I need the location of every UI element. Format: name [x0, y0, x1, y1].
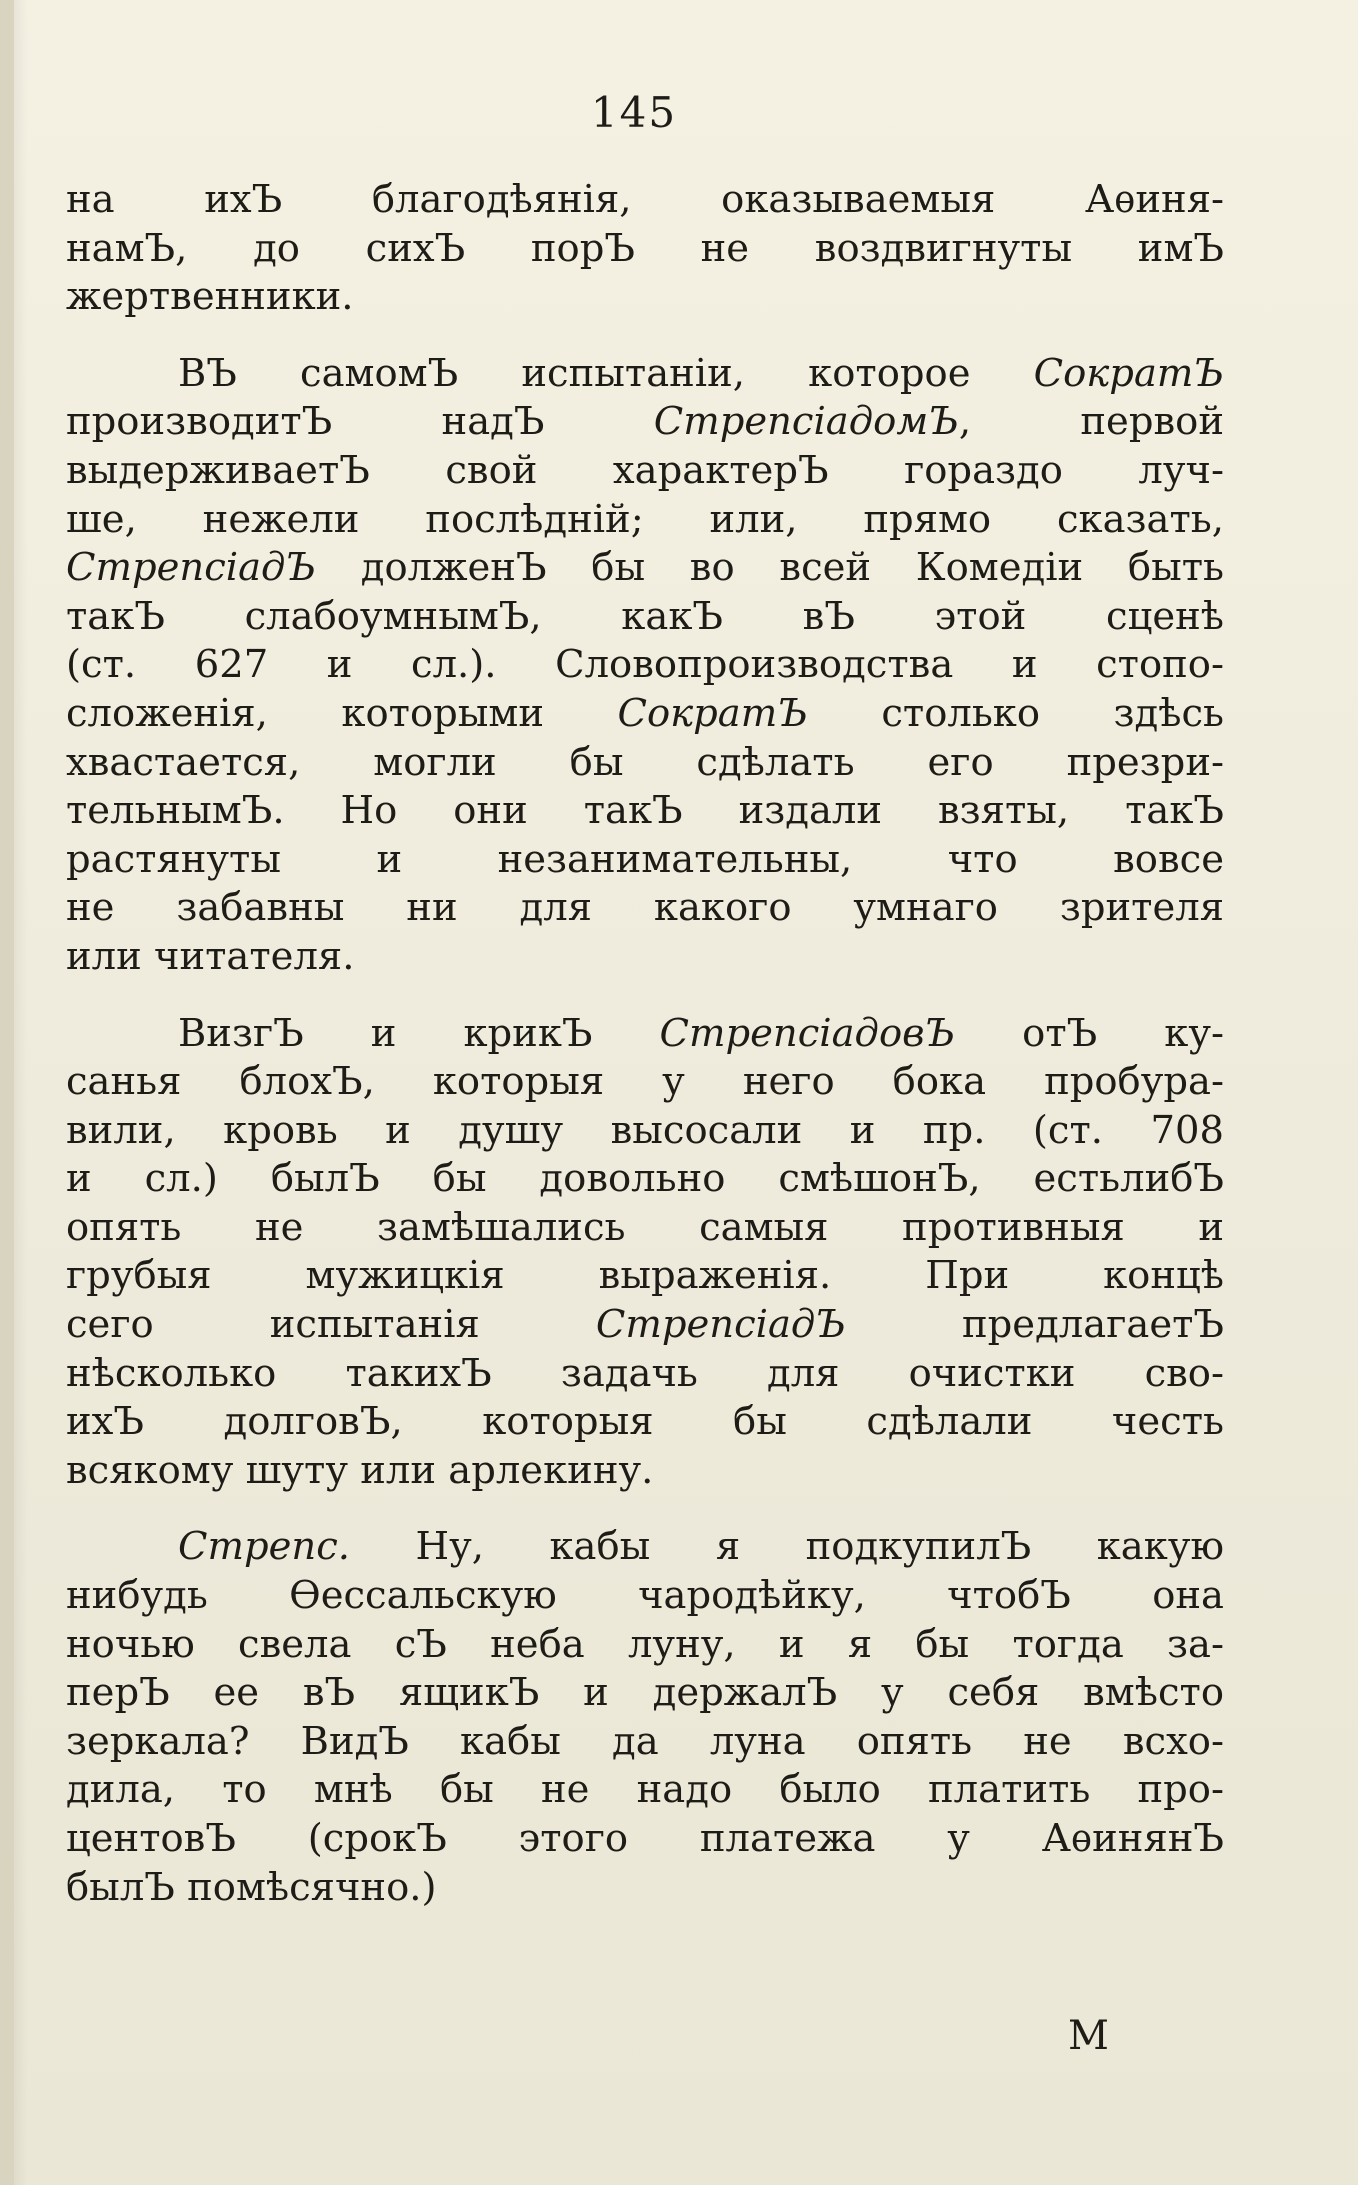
text-line: перЪ ее вЪ ящикЪ и держалЪ у себя вмѣсто	[66, 1670, 1224, 1716]
text-line: ВизгЪ и крикЪ СтрепсіадовЪ отЪ ку-	[178, 1010, 1225, 1056]
text-line: жертвенники.	[66, 274, 354, 320]
paragraph	[66, 1010, 1224, 1496]
text-line: (ст. 627 и сл.). Словопроизводства и стопо-	[66, 642, 1224, 688]
paragraph-gap	[66, 1495, 1224, 1523]
text-line: выдерживаетЪ свой характерЪ гораздо луч-	[66, 447, 1224, 493]
text-line: тельнымЪ. Но они такЪ издали взяты, такЪ	[66, 788, 1224, 834]
text-line: зеркала? ВидЪ кабы да луна опять не всхо-	[66, 1718, 1224, 1764]
paragraph-gap	[66, 322, 1224, 350]
text-line: нибудь Ѳессальскую чародѣйку, чтобЪ она	[66, 1573, 1224, 1619]
signature-mark: M	[1068, 2013, 1109, 2059]
text-line: ше, нежели послѣдній; или, прямо сказать,	[66, 496, 1224, 542]
text-line: ночью свела сЪ неба луну, и я бы тогда за-	[66, 1621, 1224, 1667]
text-line: всякому шуту или арлекину.	[66, 1447, 654, 1493]
text-line: хвастается, могли бы сдѣлать его презри-	[66, 739, 1224, 785]
text-line: нѣсколько такихЪ задачь для очистки сво-	[66, 1350, 1224, 1396]
text-line: опять не замѣшались самыя противныя и	[66, 1204, 1224, 1250]
text-line: на ихЪ благодѣянія, оказываемыя Аѳиня-	[66, 177, 1224, 222]
text-line: намЪ, до сихЪ порЪ не воздвигнуты имЪ	[66, 225, 1224, 271]
text-line: центовЪ (срокЪ этого платежа у АѳинянЪ	[66, 1816, 1224, 1861]
text-line: сего испытанія СтрепсіадЪ предлагаетЪ	[66, 1302, 1224, 1348]
text-line: производитЪ надЪ СтрепсіадомЪ, первой	[66, 399, 1224, 445]
text-line: вили, кровь и душу высосали и пр. (ст. 708	[66, 1107, 1224, 1153]
paragraph-gap	[66, 982, 1224, 1010]
text-line: растянуты и незанимательны, что вовсе	[66, 836, 1224, 882]
text-line: санья блохЪ, которыя у него бока пробура-	[66, 1059, 1224, 1105]
text-line: ВЪ самомЪ испытаніи, которое СократЪ	[178, 350, 1224, 396]
page-gutter	[0, 0, 14, 2185]
text-line: дила, то мнѣ бы не надо было платить про-	[66, 1767, 1224, 1813]
paragraph	[66, 1523, 1224, 1912]
text-line: не забавны ни для какого умнаго зрителя	[66, 885, 1224, 931]
page-body	[66, 176, 1224, 1912]
text-line: сложенія, которыми СократЪ столько здѣсь	[66, 690, 1224, 736]
text-line: былЪ помѣсячно.)	[66, 1864, 437, 1910]
page-number: 145	[590, 88, 678, 137]
text-line: Стрепс. Ну, кабы я подкупилЪ какую	[178, 1524, 1224, 1570]
paragraph	[66, 176, 1224, 322]
text-line: грубыя мужицкія выраженія. При концѣ	[66, 1253, 1224, 1299]
text-line: ихЪ долговЪ, которыя бы сдѣлали честь	[66, 1399, 1224, 1445]
text-line: или читателя.	[66, 933, 355, 979]
text-line: СтрепсіадЪ долженЪ бы во всей Комедіи быть	[66, 545, 1224, 591]
text-line: такЪ слабоумнымЪ, какЪ вЪ этой сценѣ	[66, 593, 1224, 639]
text-line: и сл.) былЪ бы довольно смѣшонЪ, естьлибЪ	[66, 1156, 1224, 1202]
paragraph	[66, 350, 1224, 982]
